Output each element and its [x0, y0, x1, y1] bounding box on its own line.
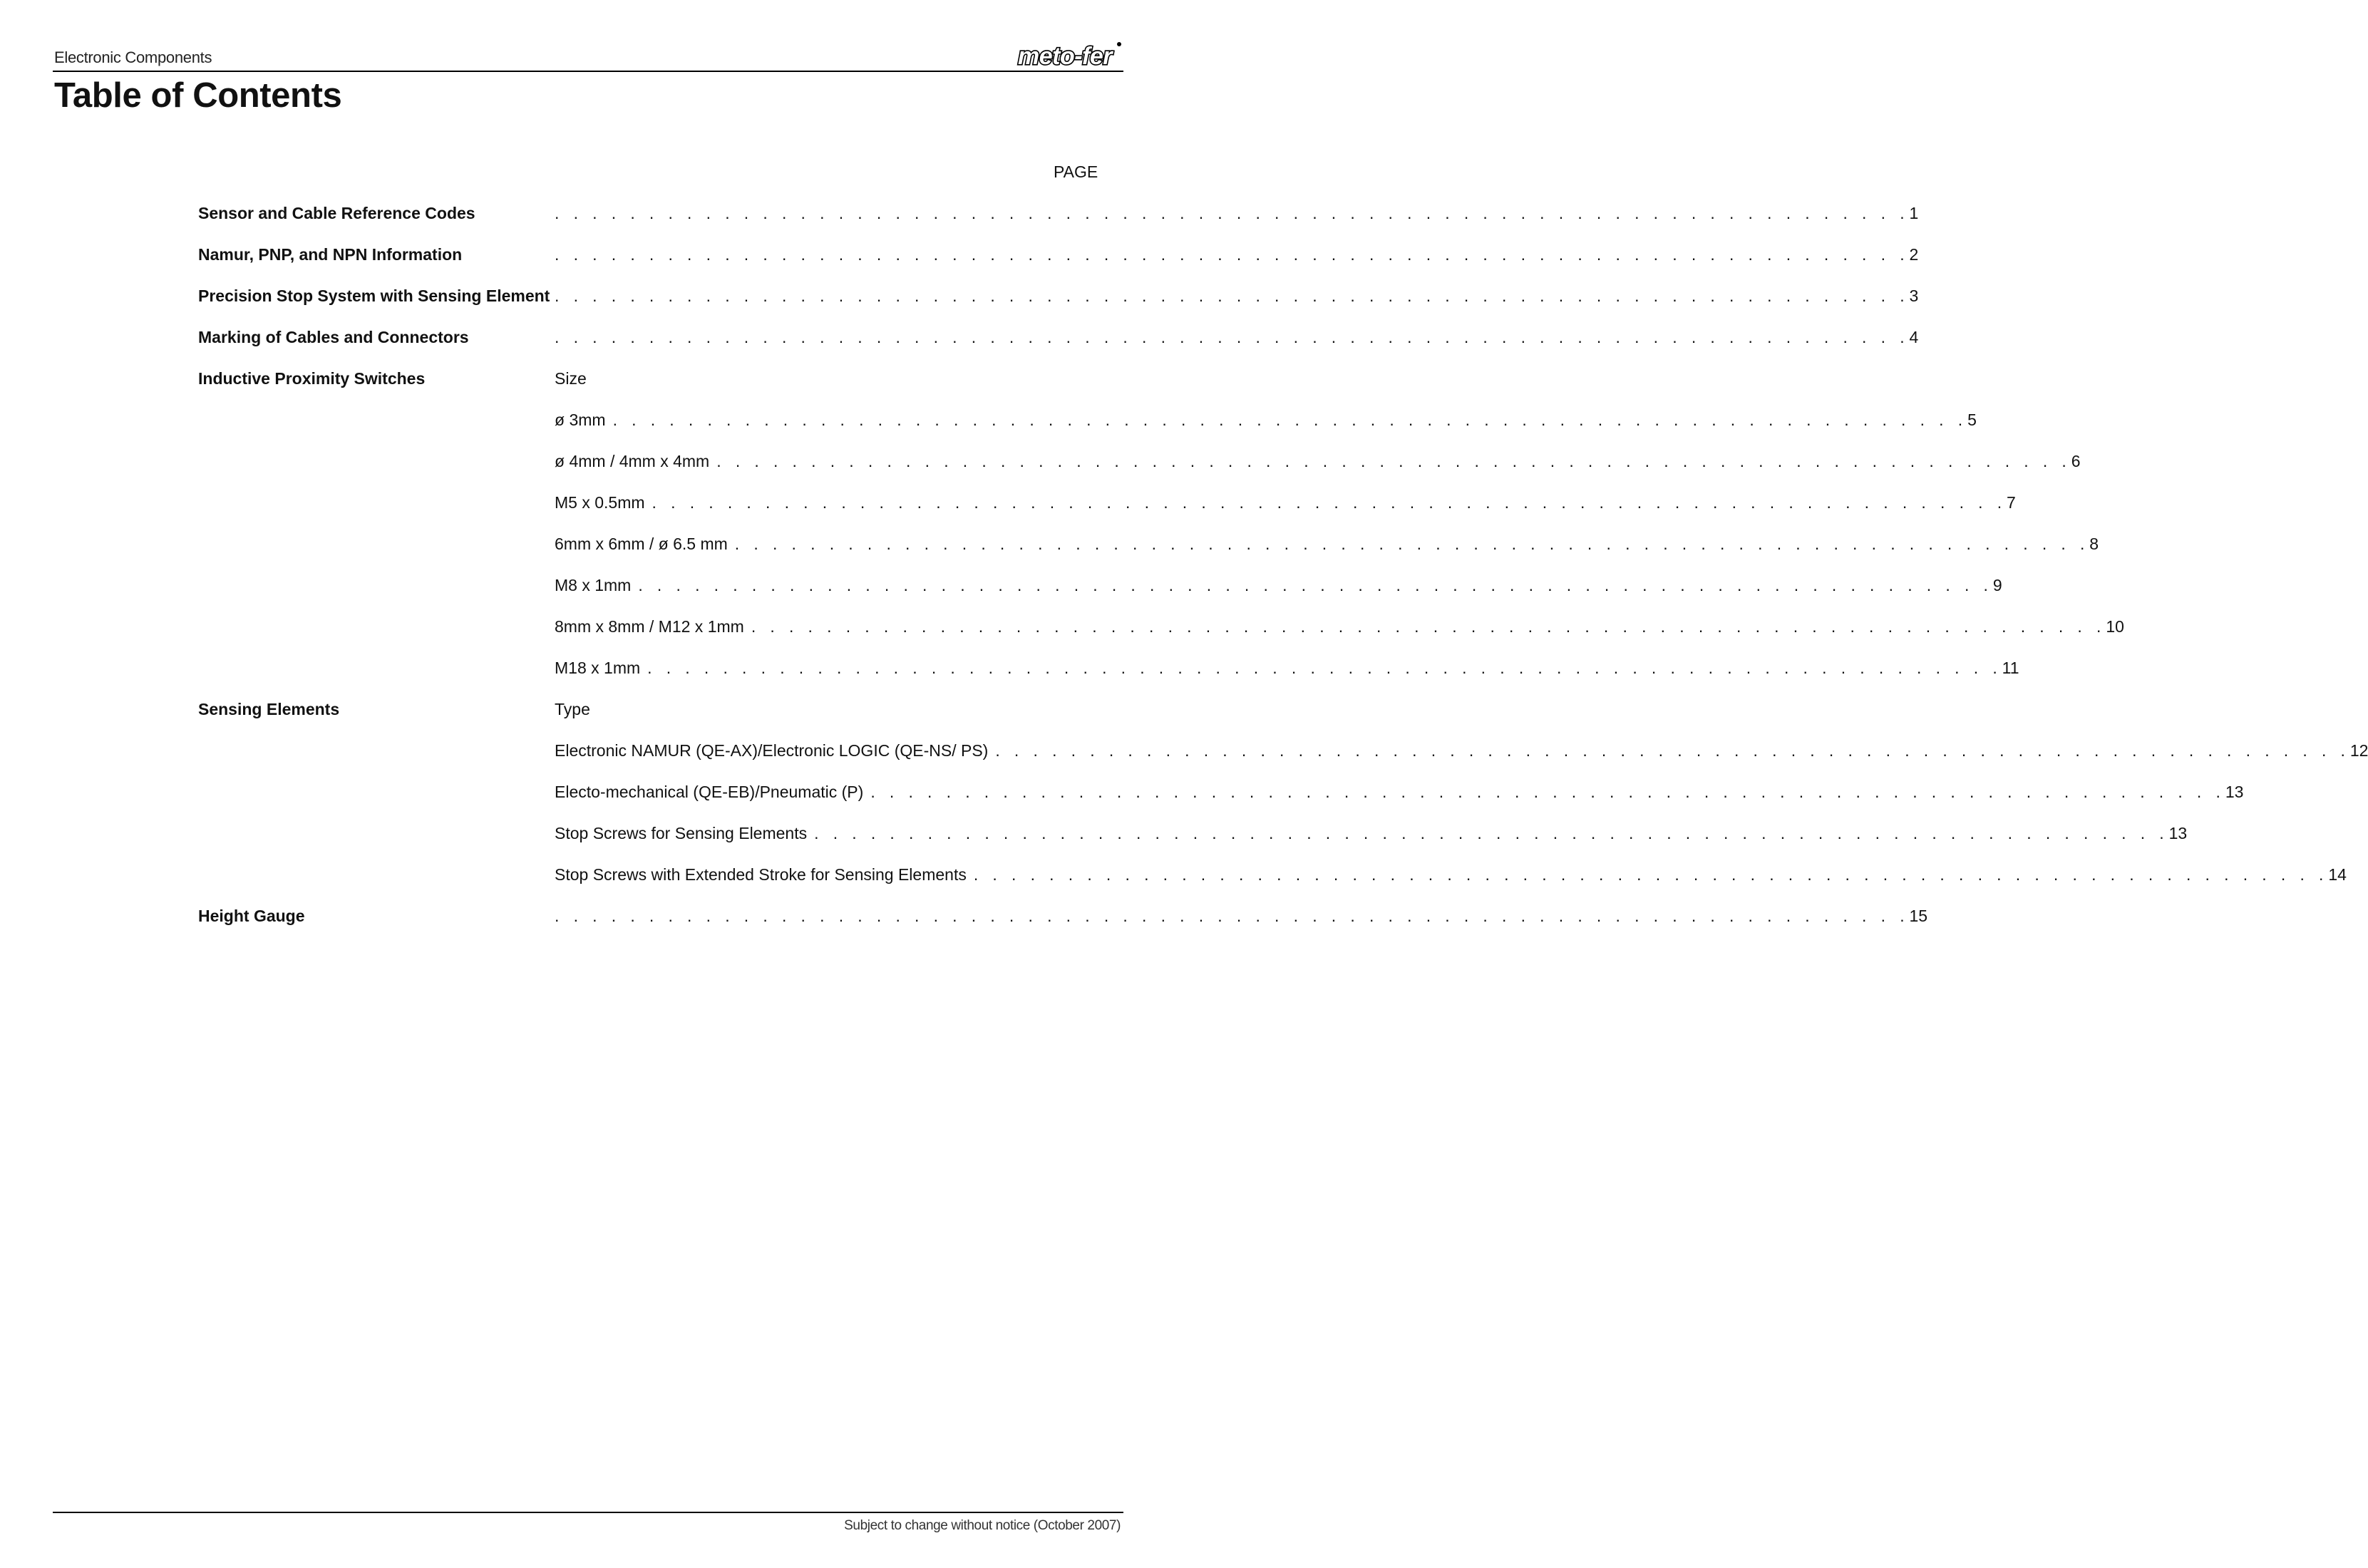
dot-leader: . . . . . . . . . . . . . . . . . . . . . . . . . . . . . . . . . . . . . . . . . . . . . . . . . . . . . . . . . . . . . . . . . . . . . . . . — [973, 865, 2329, 884]
page-column-label: PAGE — [1054, 163, 1098, 181]
toc-subentry — [0, 862, 2347, 887]
toc-leader — [555, 821, 2188, 845]
page-number: 11 — [2002, 659, 2019, 677]
page-number: 6 — [2071, 452, 2081, 470]
toc-item-text: 8mm x 8mm / M12 x 1mm — [555, 617, 744, 636]
toc-leader — [555, 201, 1919, 225]
toc-leader — [555, 242, 1919, 267]
page-number: 1 — [1909, 204, 1919, 222]
dot-leader: . . . . . . . . . . . . . . . . . . . . . . . . . . . . . . . . . . . . . . . . . . . . . . . . . . . . . . . . . . . . . . . . . . . . . . . . — [555, 328, 1910, 346]
page-number: 10 — [2106, 617, 2124, 636]
page-number: 4 — [1909, 328, 1919, 346]
toc-leader — [555, 780, 2244, 804]
toc-subheader: Type — [555, 700, 590, 718]
toc-leader — [555, 449, 2081, 473]
page-number: 2 — [1909, 245, 1919, 264]
toc-entry — [0, 325, 1919, 349]
toc-heading: Height Gauge — [198, 907, 305, 925]
toc-item-text: M18 x 1mm — [555, 659, 641, 677]
dot-leader: . . . . . . . . . . . . . . . . . . . . . . . . . . . . . . . . . . . . . . . . . . . . . . . . . . . . . . . . . . . . . . . . . . . . . . . . — [995, 741, 2350, 760]
page-number: 12 — [2349, 741, 2368, 760]
toc-heading: Precision Stop System with Sensing Element — [198, 287, 550, 305]
toc-entry — [0, 697, 1212, 721]
toc-leader — [555, 904, 1928, 928]
dot-leader: . . . . . . . . . . . . . . . . . . . . . . . . . . . . . . . . . . . . . . . . . . . . . . . . . . . . . . . . . . . . . . . . . . . . . . . . — [647, 659, 2002, 677]
toc-item-text: M8 x 1mm — [555, 576, 632, 594]
toc-leader — [555, 532, 2099, 556]
page-number: 5 — [1967, 411, 1977, 429]
dot-leader: . . . . . . . . . . . . . . . . . . . . . . . . . . . . . . . . . . . . . . . . . . . . . . . . . . . . . . . . . . . . . . . . . . . . . . . . — [870, 783, 2225, 801]
toc-subentry — [0, 573, 2002, 597]
toc-item-text: Electronic NAMUR (QE-AX)/Electronic LOGIC (QE-NS/ PS) — [555, 741, 989, 760]
toc-item-text: Stop Screws with Extended Stroke for Sensing Elements — [555, 865, 967, 884]
toc-leader — [555, 325, 1919, 349]
page-number: 15 — [1909, 907, 1928, 925]
dot-leader: . . . . . . . . . . . . . . . . . . . . . . . . . . . . . . . . . . . . . . . . . . . . . . . . . . . . . . . . . . . . . . . . . . . . . . . . — [652, 493, 2007, 512]
toc-entry — [0, 284, 1919, 308]
toc-subheader: Size — [555, 369, 587, 388]
toc-item-text: 6mm x 6mm / ø 6.5 mm — [555, 535, 728, 553]
dot-leader: . . . . . . . . . . . . . . . . . . . . . . . . . . . . . . . . . . . . . . . . . . . . . . . . . . . . . . . . . . . . . . . . . . . . . . . . — [555, 245, 1910, 264]
page-number: 9 — [1992, 576, 2002, 594]
brand-logo-text: meto-fer — [1018, 43, 1113, 70]
toc-subentry — [0, 780, 2244, 804]
toc-subentry — [0, 490, 2016, 515]
dot-leader: . . . . . . . . . . . . . . . . . . . . . . . . . . . . . . . . . . . . . . . . . . . . . . . . . . . . . . . . . . . . . . . . . . . . . . . . — [638, 576, 1993, 594]
dot-leader: . . . . . . . . . . . . . . . . . . . . . . . . . . . . . . . . . . . . . . . . . . . . . . . . . . . . . . . . . . . . . . . . . . . . . . . . — [555, 907, 1910, 925]
toc-heading: Sensing Elements — [198, 700, 340, 718]
toc-leader — [555, 862, 2347, 887]
toc-item-text: Stop Screws for Sensing Elements — [555, 824, 808, 842]
toc-subentry — [0, 821, 2188, 845]
page-number: 14 — [2328, 865, 2347, 884]
toc-entry — [0, 366, 1212, 391]
page-number: 8 — [2089, 535, 2099, 553]
dot-leader: . . . . . . . . . . . . . . . . . . . . . . . . . . . . . . . . . . . . . . . . . . . . . . . . . . . . . . . . . . . . . . . . . . . . . . . . — [716, 452, 2071, 470]
toc-leader — [555, 656, 2019, 680]
toc-leader — [555, 614, 2124, 639]
brand-logo — [1016, 40, 1123, 71]
toc-subentry — [0, 656, 2019, 680]
page-title: Table of Contents — [54, 76, 342, 115]
toc-heading: Inductive Proximity Switches — [198, 369, 426, 388]
toc-heading: Sensor and Cable Reference Codes — [198, 204, 475, 222]
toc-item-text: ø 3mm — [555, 411, 606, 429]
toc-heading: Namur, PNP, and NPN Information — [198, 245, 463, 264]
dot-leader: . . . . . . . . . . . . . . . . . . . . . . . . . . . . . . . . . . . . . . . . . . . . . . . . . . . . . . . . . . . . . . . . . . . . . . . . — [734, 535, 2090, 553]
dot-leader: . . . . . . . . . . . . . . . . . . . . . . . . . . . . . . . . . . . . . . . . . . . . . . . . . . . . . . . . . . . . . . . . . . . . . . . . — [555, 287, 1910, 305]
toc-entry — [0, 242, 1919, 267]
page-number: 13 — [2168, 824, 2188, 842]
header-rule — [53, 71, 1123, 72]
dot-leader: . . . . . . . . . . . . . . . . . . . . . . . . . . . . . . . . . . . . . . . . . . . . . . . . . . . . . . . . . . . . . . . . . . . . . . . . — [814, 824, 2169, 842]
toc-leader — [555, 408, 1977, 432]
toc-item-text: ø 4mm / 4mm x 4mm — [555, 452, 710, 470]
section-label: Electronic Components — [54, 48, 212, 66]
toc-subentry — [0, 449, 2081, 473]
dot-leader: . . . . . . . . . . . . . . . . . . . . . . . . . . . . . . . . . . . . . . . . . . . . . . . . . . . . . . . . . . . . . . . . . . . . . . . . — [555, 204, 1910, 222]
footer-rule — [53, 1512, 1123, 1513]
toc-leader — [555, 284, 1919, 308]
toc-leader — [555, 490, 2016, 515]
toc-entry — [0, 904, 1928, 928]
dot-leader: . . . . . . . . . . . . . . . . . . . . . . . . . . . . . . . . . . . . . . . . . . . . . . . . . . . . . . . . . . . . . . . . . . . . . . . . — [612, 411, 1968, 429]
toc-heading: Marking of Cables and Connectors — [198, 328, 469, 346]
toc-entry — [0, 201, 1919, 225]
toc-item-text: M5 x 0.5mm — [555, 493, 645, 512]
dot-leader: . . . . . . . . . . . . . . . . . . . . . . . . . . . . . . . . . . . . . . . . . . . . . . . . . . . . . . . . . . . . . . . . . . . . . . . . — [751, 617, 2106, 636]
toc-leader — [555, 738, 2368, 763]
toc-leader — [555, 573, 2002, 597]
page-number: 7 — [2007, 493, 2016, 512]
toc-subentry — [0, 614, 2124, 639]
toc-subentry — [0, 532, 2099, 556]
toc-item-text: Electo-mechanical (QE-EB)/Pneumatic (P) — [555, 783, 864, 801]
page-number: 3 — [1909, 287, 1919, 305]
toc-subentry — [0, 408, 1977, 432]
toc-subentry — [0, 738, 2368, 763]
page-header — [53, 44, 1123, 73]
footer-note: Subject to change without notice (October 2007) — [844, 1518, 1121, 1533]
page-number: 13 — [2225, 783, 2244, 801]
